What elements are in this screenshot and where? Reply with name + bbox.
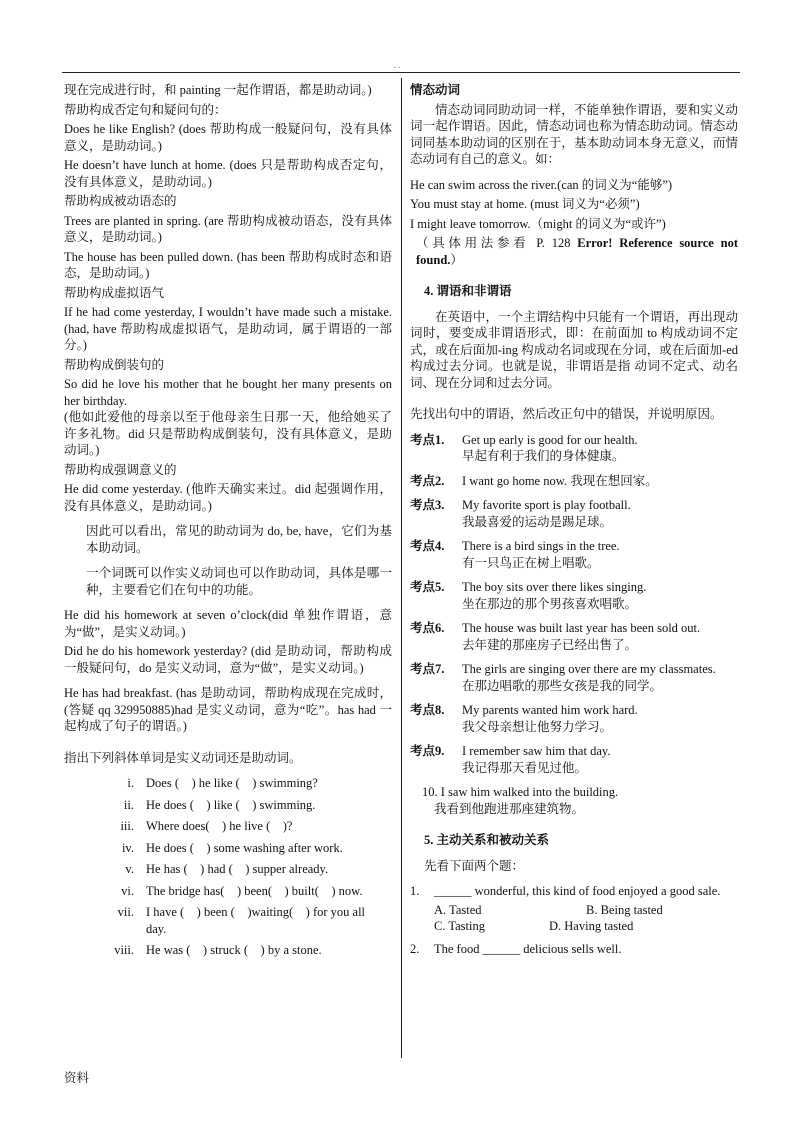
item-number: ii.: [123, 797, 134, 812]
example: He has had breakfast. (has 是助动词，帮助构成现在完成时，(答疑 qq 329950885)had 是实义动词，意为“吃”。has had 一起构成了句子的谓语。): [64, 686, 392, 733]
item-translation: 我最喜爱的运动是踢足球。: [462, 514, 613, 529]
subheading: 帮助构成否定句和疑问句的：: [64, 102, 227, 117]
item-number: viii.: [114, 943, 134, 957]
example: If he had come yesterday, I wouldn’t have made such a mistake.(had, have 帮助构成虚拟语气，是助动词，属于谓语的一部分。): [64, 305, 392, 352]
item-sentence: The house was built last year has been sold out.: [462, 621, 701, 635]
exercise-item: [410, 702, 738, 735]
subheading: 帮助构成强调意义的: [64, 462, 177, 477]
example: You must stay at home. (must 词义为“必须”): [410, 197, 640, 211]
exercise-item: [64, 883, 392, 900]
footer-label: 资料: [64, 1071, 90, 1085]
exercise-item: [64, 840, 392, 857]
exercise-item: [64, 942, 392, 959]
example: Trees are planted in spring. (are 帮助构成被动语态，没有具体意义，是助动词。): [64, 213, 392, 244]
question: 2. The food ______ delicious sells well.: [410, 941, 622, 956]
column-divider: [401, 78, 402, 1058]
item-translation: 在那边唱歌的那些女孩是我的同学。: [462, 678, 663, 693]
item-number: v.: [125, 862, 134, 876]
item-text: He has ( ) had ( ) supper already.: [146, 862, 329, 876]
item-label: 考点6.: [410, 621, 445, 635]
note: 一个词既可以作实义动词也可以作助动词，具体是哪一种，主要看它们在句中的功能。: [86, 566, 392, 597]
item-label: 考点4.: [410, 539, 445, 553]
item-translation: 早起有利于我们的身体健康。: [462, 449, 625, 463]
section-heading: 5. 主动关系和被动关系: [424, 833, 550, 847]
item-label: 考点9.: [410, 744, 445, 758]
exercise-item: [64, 818, 392, 835]
paragraph: 先看下面两个题：: [424, 858, 525, 873]
item-label: 考点1.: [410, 432, 445, 447]
options-row: [410, 902, 738, 919]
subheading: 帮助构成倒装句的: [64, 357, 165, 372]
item-translation: 我记得那天看见过他。: [462, 760, 588, 775]
option: D. Having tasted: [549, 919, 634, 933]
header-rule: [62, 72, 740, 73]
exercise-item: [64, 775, 392, 792]
item-text: I have ( ) been ( )waiting( ) for you all day.: [146, 905, 366, 936]
item-number: i.: [127, 776, 134, 790]
exercise-item: [410, 661, 738, 694]
header-dots: . .: [394, 61, 400, 70]
paragraph: 情态动词同助动词一样，不能单独作谓语，要和实义动词一起作谓语。因此，情态动词也称为情态助动词。情态动词同基本助动词的区别在于，基本助动词本身无意义，而情态动词有自己的意义。如：: [410, 102, 738, 166]
exercise-item: [410, 432, 738, 465]
exercise-list: [410, 432, 738, 777]
example: The house has been pulled down. (has been 帮助构成时态和语态，是助动词。): [64, 249, 392, 280]
example: He can swim across the river.(can 的词义为“能够”): [410, 177, 673, 192]
item-translation: 有一只鸟正在树上唱歌。: [462, 555, 600, 570]
option: A. Tasted: [434, 902, 482, 917]
item-number: iv.: [121, 840, 134, 855]
example: He did his homework at seven o’clock(did 单独作谓语，意为“做”，是实义动词。): [64, 608, 392, 639]
paragraph: 在英语中，一个主谓结构中只能有一个谓语，再出现动词时，要变成非谓语形式，即：在前面加 to 构成动词不定式，或在后面加-ing 构成动名词或现在分词，或在后面加-ed 构成过去分词。也就是说，非谓语是指 动词不定式、动名词、现在分词和过去分词。: [410, 309, 738, 390]
item-text: He does ( ) like ( ) swimming.: [146, 797, 316, 812]
item-text: He does ( ) some washing after work.: [146, 840, 343, 855]
section-heading: 情态动词: [410, 83, 461, 97]
section-heading: 4. 谓语和非谓语: [424, 284, 512, 298]
subheading: 帮助构成被动语态的: [64, 194, 177, 208]
subheading: 帮助构成虚拟语气: [64, 285, 165, 300]
task-instruction: 指出下列斜体单词是实义动词还是助动词。: [64, 750, 302, 765]
option: B. Being tasted: [586, 902, 663, 917]
task-instruction: 先找出句中的谓语，然后改正句中的错误，并说明原因。: [410, 407, 723, 421]
item-number: vi.: [121, 883, 134, 898]
exercise-item: [64, 861, 392, 878]
example: He doesn’t have lunch at home. (does 只是帮助构成否定句，没有具体意义，是助动词。): [64, 158, 392, 189]
item-sentence: The boy sits over there likes singing.: [462, 580, 647, 594]
item-label: 考点8.: [410, 703, 445, 717]
exercise-list: [64, 775, 392, 959]
item-translation: 去年建的那座房子已经出售了。: [462, 637, 638, 652]
question: 1. ______ wonderful, this kind of food enjoyed a good sale.: [410, 884, 721, 898]
item-number: iii.: [120, 819, 134, 833]
item-sentence: My favorite sport is play football.: [462, 498, 631, 512]
item-number: vii.: [117, 905, 134, 919]
exercise-item: [410, 497, 738, 530]
example: So did he love his mother that he bought her many presents on her birthday.: [64, 377, 392, 408]
item-translation: 坐在那边的那个男孩喜欢唱歌。: [462, 596, 638, 611]
left-column: [64, 82, 392, 964]
exercise-item: [410, 538, 738, 571]
exercise-item: [64, 797, 392, 814]
item-sentence: I remember saw him that day.: [462, 744, 611, 758]
item-label: 考点3.: [410, 498, 445, 512]
item-sentence: Get up early is good for our health.: [462, 432, 638, 447]
item-sentence: The girls are singing over there are my classmates.: [462, 662, 716, 676]
reference-note: （具体用法参看 P. 128 Error! Reference source not found.）: [416, 236, 738, 267]
exercise-translation: 我看到他跑进那座建筑物。: [434, 801, 585, 816]
example: Did he do his homework yesterday? (did 是助动词，帮助构成一般疑问句，do 是实义动词，意为“做”，是实义动词。): [64, 644, 392, 675]
example: Does he like English? (does 帮助构成一般疑问句，没有具体意义，是助动词。): [64, 122, 392, 153]
example: I might leave tomorrow.（might 的词义为“或许”): [410, 216, 666, 231]
exercise-item: [410, 620, 738, 653]
reference-error: Error! Reference source not found.: [416, 236, 738, 267]
item-text: The bridge has( ) been( ) built( ) now.: [146, 883, 363, 898]
item-text: Does ( ) he like ( ) swimming?: [146, 776, 318, 790]
exercise-item: [410, 743, 738, 776]
exercise-item: [410, 579, 738, 612]
example-translation: (他如此爱他的母亲以至于他母亲生日那一天，他给她买了许多礼物。did 只是帮助构成倒装句，没有具体意义，是助动词。): [64, 410, 392, 457]
note: 因此可以看出，常见的助动词为 do, be, have，它们为基本助动词。: [86, 524, 392, 555]
item-sentence: My parents wanted him work hard.: [462, 703, 638, 717]
item-translation: 我父母亲想让他努力学习。: [462, 719, 613, 734]
item-sentence: I want go home now. 我现在想回家。: [462, 473, 658, 488]
item-label: 考点7.: [410, 662, 445, 676]
right-column: [410, 82, 738, 959]
item-text: He was ( ) struck ( ) by a stone.: [146, 943, 322, 957]
exercise-item: 10. I saw him walked into the building.: [422, 785, 619, 799]
paragraph: 现在完成进行时，和 painting 一起作谓语，都是助动词。): [64, 83, 372, 97]
item-label: 考点2.: [410, 473, 445, 488]
option: C. Tasting: [434, 919, 485, 933]
item-label: 考点5.: [410, 580, 445, 594]
exercise-item: [64, 904, 392, 937]
item-sentence: There is a bird sings in the tree.: [462, 539, 620, 553]
item-text: Where does( ) he live ( )?: [146, 819, 293, 833]
example: He did come yesterday. (他昨天确实来过。did 起强调作用，没有具体意义，是助动词。): [64, 482, 392, 513]
exercise-item: [410, 473, 738, 490]
options-row: [410, 918, 738, 935]
